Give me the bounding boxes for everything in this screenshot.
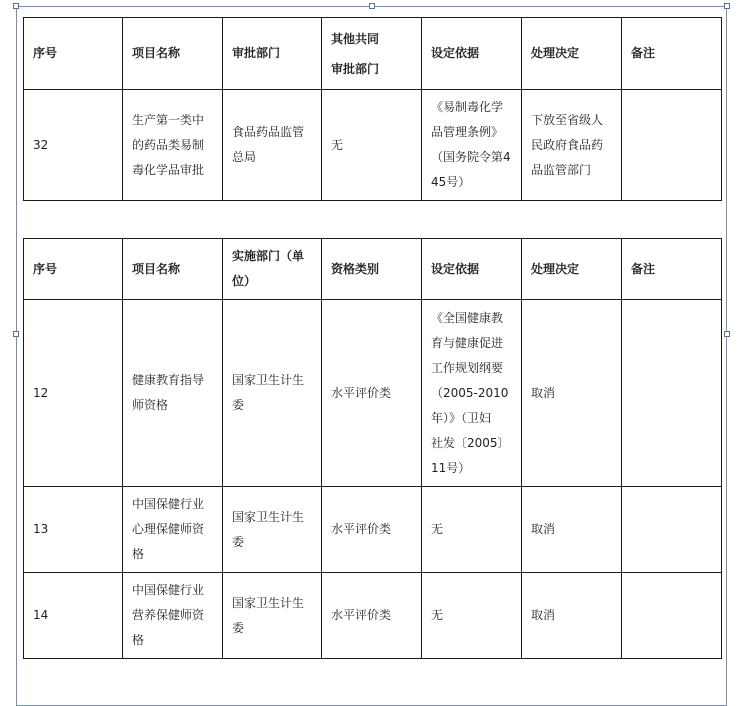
header-cell: 处理决定 — [522, 18, 622, 90]
resize-handle-top-left[interactable] — [13, 3, 19, 9]
cell-category: 水平评价类 — [322, 300, 422, 487]
cell-no: 32 — [24, 90, 123, 201]
header-cell: 处理决定 — [522, 239, 622, 300]
header-cell: 序号 — [24, 239, 123, 300]
cell-note — [622, 487, 722, 573]
resize-handle-top-middle[interactable] — [369, 3, 375, 9]
cell-decision: 取消 — [522, 573, 622, 659]
cell-dept: 国家卫生计生 委 — [223, 573, 322, 659]
header-cell: 备注 — [622, 239, 722, 300]
header-cell: 审批部门 — [223, 18, 322, 90]
table-header-row — [24, 18, 722, 90]
table-row — [24, 487, 722, 573]
resize-handle-middle-left[interactable] — [13, 331, 19, 337]
header-cell: 项目名称 — [123, 239, 223, 300]
table-row — [24, 300, 722, 487]
table-header-row — [24, 239, 722, 300]
cell-decision: 取消 — [522, 487, 622, 573]
cell-note — [622, 573, 722, 659]
cell-name: 中国保健行业 心理保健师资 格 — [123, 487, 223, 573]
cell-name: 健康教育指导 师资格 — [123, 300, 223, 487]
header-cell: 备注 — [622, 18, 722, 90]
cell-no: 13 — [24, 487, 123, 573]
header-cell: 设定依据 — [422, 18, 522, 90]
cell-basis: 无 — [422, 487, 522, 573]
header-cell: 资格类别 — [322, 239, 422, 300]
cell-category: 水平评价类 — [322, 573, 422, 659]
cell-note — [622, 300, 722, 487]
cell-basis: 无 — [422, 573, 522, 659]
cell-basis: 《全国健康教 育与健康促进 工作规划纲要 （2005-2010 年）》（卫妇 社发〔2005〕 11号） — [422, 300, 522, 487]
cell-dept: 食品药品监管 总局 — [223, 90, 322, 201]
header-cell: 实施部门（单 位） — [223, 239, 322, 300]
cell-no: 12 — [24, 300, 123, 487]
header-cell: 设定依据 — [422, 239, 522, 300]
cell-dept: 国家卫生计生 委 — [223, 300, 322, 487]
cell-decision: 取消 — [522, 300, 622, 487]
cell-no: 14 — [24, 573, 123, 659]
resize-handle-top-right[interactable] — [724, 3, 730, 9]
header-cell: 序号 — [24, 18, 123, 90]
approval-items-table — [23, 17, 722, 201]
cell-other-dept: 无 — [322, 90, 422, 201]
cell-name: 生产第一类中 的药品类易制 毒化学品审批 — [123, 90, 223, 201]
cell-name: 中国保健行业 营养保健师资 格 — [123, 573, 223, 659]
header-cell: 项目名称 — [123, 18, 223, 90]
cell-dept: 国家卫生计生 委 — [223, 487, 322, 573]
header-cell: 其他共同 审批部门 — [322, 18, 422, 90]
cell-note — [622, 90, 722, 201]
table-row — [24, 90, 722, 201]
table-row — [24, 573, 722, 659]
cell-decision: 下放至省级人 民政府食品药 品监管部门 — [522, 90, 622, 201]
cell-basis: 《易制毒化学 品管理条例》 （国务院令第4 45号） — [422, 90, 522, 201]
qualification-items-table — [23, 238, 722, 659]
cell-category: 水平评价类 — [322, 487, 422, 573]
resize-handle-middle-right[interactable] — [724, 331, 730, 337]
